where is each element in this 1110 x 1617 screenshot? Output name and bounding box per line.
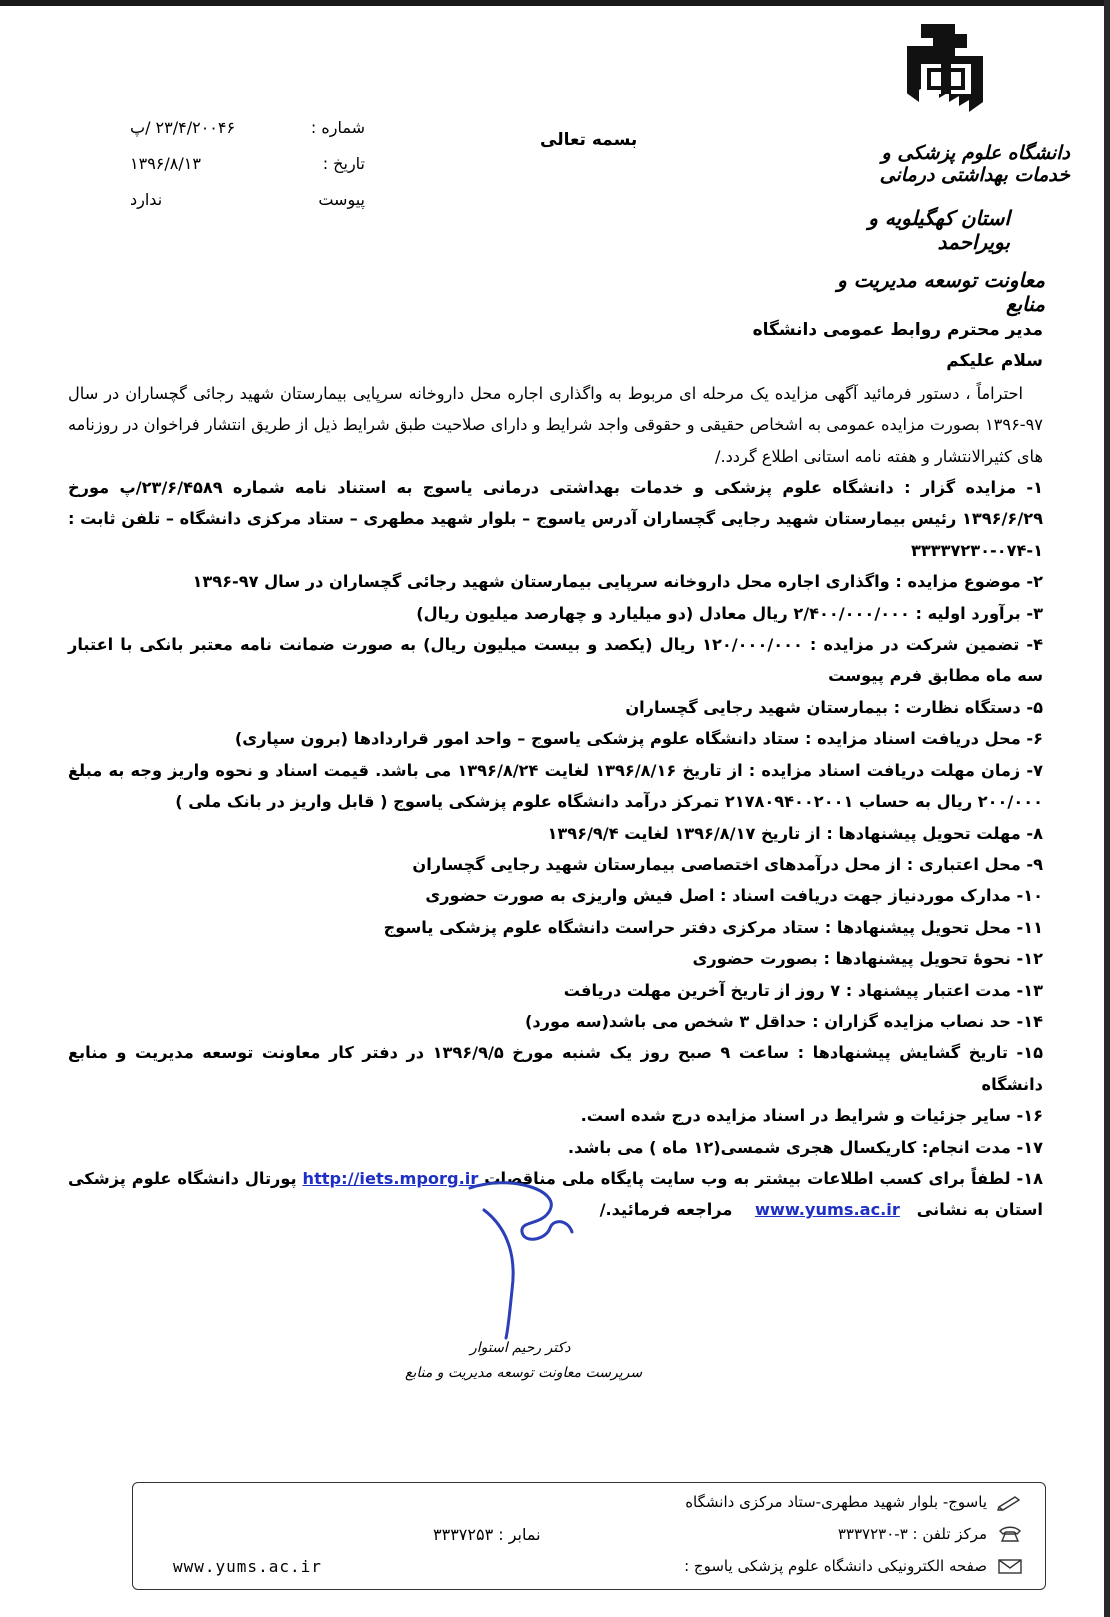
number-label: شماره :: [310, 118, 365, 137]
pen-icon: [997, 1493, 1023, 1511]
envelope-icon: [997, 1557, 1023, 1575]
date-label: تاریخ :: [322, 154, 365, 173]
footer-phone: مرکز تلفن : ۳-۳۳۳۷۲۳۰: [837, 1525, 987, 1543]
iets-link[interactable]: http://iets.mporg.ir: [302, 1168, 479, 1188]
signatory-name: دکتر رحیم استوار: [470, 1340, 571, 1356]
list-item: ۱۶- سایر جزئیات و شرایط در اسناد مزایده درج شده است.: [580, 1106, 1043, 1126]
item18-text-a: ۱۸- لطفاً برای کسب اطلاعات بیشتر به وب سایت پایگاه ملی مناقصات: [484, 1168, 1043, 1188]
footer-web-label: صفحه الکترونیکی دانشگاه علوم پزشکی یاسوج :: [684, 1557, 987, 1575]
list-item: ۷- زمان مهلت دریافت اسناد مزایده : از تاریخ ۱۳۹۶/۸/۱۶ لغایت ۱۳۹۶/۸/۲۴ می باشد. قیمت اسناد و نحوه واریز وجه به مبلغ ۲۰۰/۰۰۰ ریال به حساب ۲۱۷۸۰۹۴۰۰۲۰۰۱ تمرکز درآمد دانشگاه علوم پزشکی یاسوج ( قابل واریز در بانک ملی ): [68, 760, 1044, 812]
list-item: ۱۵- تاریخ گشایش پیشنهادها : ساعت ۹ صبح روز یک شنبه مورخ ۱۳۹۶/۹/۵ در دفتر کار معاونت توسعه مدیریت و منابع دانشگاه: [68, 1043, 1043, 1094]
list-item: ۱۴- حد نصاب مزایده گزاران : حداقل ۳ شخص می باشد(سه مورد): [524, 1011, 1043, 1031]
list-item: ۱۱- محل تحویل پیشنهادها : ستاد مرکزی دفتر حراست دانشگاه علوم پزشکی یاسوج: [383, 917, 1043, 937]
list-item: ۱- مزایده گزار : دانشگاه علوم پزشکی و خدمات بهداشتی درمانی یاسوج به استناد نامه شماره ۲۳/۶/۴۵۸۹/پ مورخ ۱۳۹۶/۶/۲۹ رئیس بیمارستان شهید رجایی گچساران آدرس یاسوج – بلوار شهید مطهری – ستاد مرکزی دانشگاه – تلفن ثابت : ۱-۰۷۴-۳۳۳۳۷۲۳۰: [68, 478, 1043, 560]
letter-meta: [95, 118, 365, 226]
letter-body: [68, 315, 1043, 1226]
signatory-title: سرپرست معاونت توسعه مدیریت و منابع: [405, 1365, 643, 1381]
signature-block: [380, 1180, 660, 1400]
org-name-line2: استان کهگیلویه و بویراحمد: [868, 206, 1010, 254]
footer-phone-row: [838, 1525, 1023, 1543]
page-top-border: [0, 0, 1110, 6]
list-item: ۲- موضوع مزایده : واگذاری اجاره محل داروخانه سرپایی بیمارستان شهید رجائی گچساران در سال ۹۷-۱۳۹۶: [192, 572, 1043, 592]
list-item: ۱۷- مدت انجام: کاریکسال هجری شمسی(۱۲ ماه ) می باشد.: [567, 1137, 1043, 1157]
phone-icon: [997, 1525, 1023, 1543]
list-item: ۱۰- مدارک موردنیاز جهت دریافت اسناد : اصل فیش واریزی به صورت حضوری: [425, 886, 1043, 906]
footer-address-row: [685, 1493, 1023, 1511]
footer-address: یاسوج- بلوار شهید مطهری-ستاد مرکزی دانشگاه: [685, 1493, 987, 1511]
list-item: ۱۳- مدت اعتبار پیشنهاد : ۷ روز از تاریخ آخرین مهلت دریافت: [563, 980, 1043, 1000]
footer-fax: نمابر : ۳۳۳۷۲۵۳: [433, 1525, 541, 1544]
list-item: ۱۲- نحوۀ تحویل پیشنهادها : بصورت حضوری: [692, 949, 1043, 969]
attachment-value: ندارد: [130, 190, 163, 209]
org-name-line1: دانشگاه علوم پزشکی و خدمات بهداشتی درمانی: [879, 142, 1070, 186]
footer-website: www.yums.ac.ir: [173, 1557, 322, 1576]
attachment-label: پیوست: [318, 190, 365, 209]
handwritten-signature: [450, 1180, 590, 1340]
recipient-line: مدیر محترم روابط عمومی دانشگاه: [752, 320, 1043, 340]
list-item: ۵- دستگاه نظارت : بیمارستان شهید رجایی گچساران: [625, 697, 1043, 717]
yums-link[interactable]: www.yums.ac.ir: [754, 1200, 900, 1220]
list-item: ۹- محل اعتباری : از محل درآمدهای اختصاصی بیمارستان شهید رجایی گچساران: [412, 854, 1043, 874]
salutation-line: سلام علیکم: [946, 351, 1043, 372]
list-item: ۶- محل دریافت اسناد مزایده : ستاد دانشگاه علوم پزشکی یاسوج – واحد امور قراردادها (برون سپاری): [234, 729, 1043, 749]
list-item: ۴- تضمین شرکت در مزایده : ۱۲۰/۰۰۰/۰۰۰ ریال (یکصد و بیست میلیون ریال) به صورت ضمانت نامه معتبر بانکی با اعتبار سه ماه مطابق فرم پیوست: [68, 635, 1043, 686]
page-right-border: [1104, 0, 1110, 1617]
org-name-line3: معاونت توسعه مدیریت و منابع: [837, 268, 1045, 316]
list-item: ۳- برآورد اولیه : ۲/۴۰۰/۰۰۰/۰۰۰ ریال معادل (دو میلیارد و چهارصد میلیون ریال): [416, 603, 1043, 623]
number-value: ۲۳/۴/۲۰۰۴۶ /پ: [130, 118, 236, 137]
date-value: ۱۳۹۶/۸/۱۳: [130, 154, 201, 173]
intro-paragraph: احتراماً ، دستور فرمائید آگهی مزایده یک مرحله ای مربوط به واگذاری اجاره محل داروخانه سرپایی بیمارستان شهید رجائی گچساران در سال ۹۷-۱۳۹۶ بصورت مزایده عمومی به اشخاص حقیقی و حقوقی واجد شرایط و دارای صلاحیت طبق شرایط ذیل از طریق انتشار فراخوان در روزنامه های کثیرالانتشار و هفته نامه استانی اطلاع گردد./: [68, 383, 1043, 466]
university-logo-block: [820, 22, 1070, 316]
footer-web-row: [684, 1557, 1023, 1575]
list-item: ۸- مهلت تحویل پیشنهادها : از تاریخ ۱۳۹۶/۸/۱۷ لغایت ۱۳۹۶/۹/۴: [547, 823, 1043, 843]
item18-text-b: پورتال دانشگاه علوم پزشکی استان به نشانی: [68, 1168, 1043, 1220]
footer-box: [132, 1482, 1046, 1590]
basmala-heading: بسمه تعالی: [540, 130, 638, 150]
item18-text-c: مراجعه فرمائید./: [599, 1200, 733, 1220]
university-emblem-icon: [907, 22, 985, 132]
